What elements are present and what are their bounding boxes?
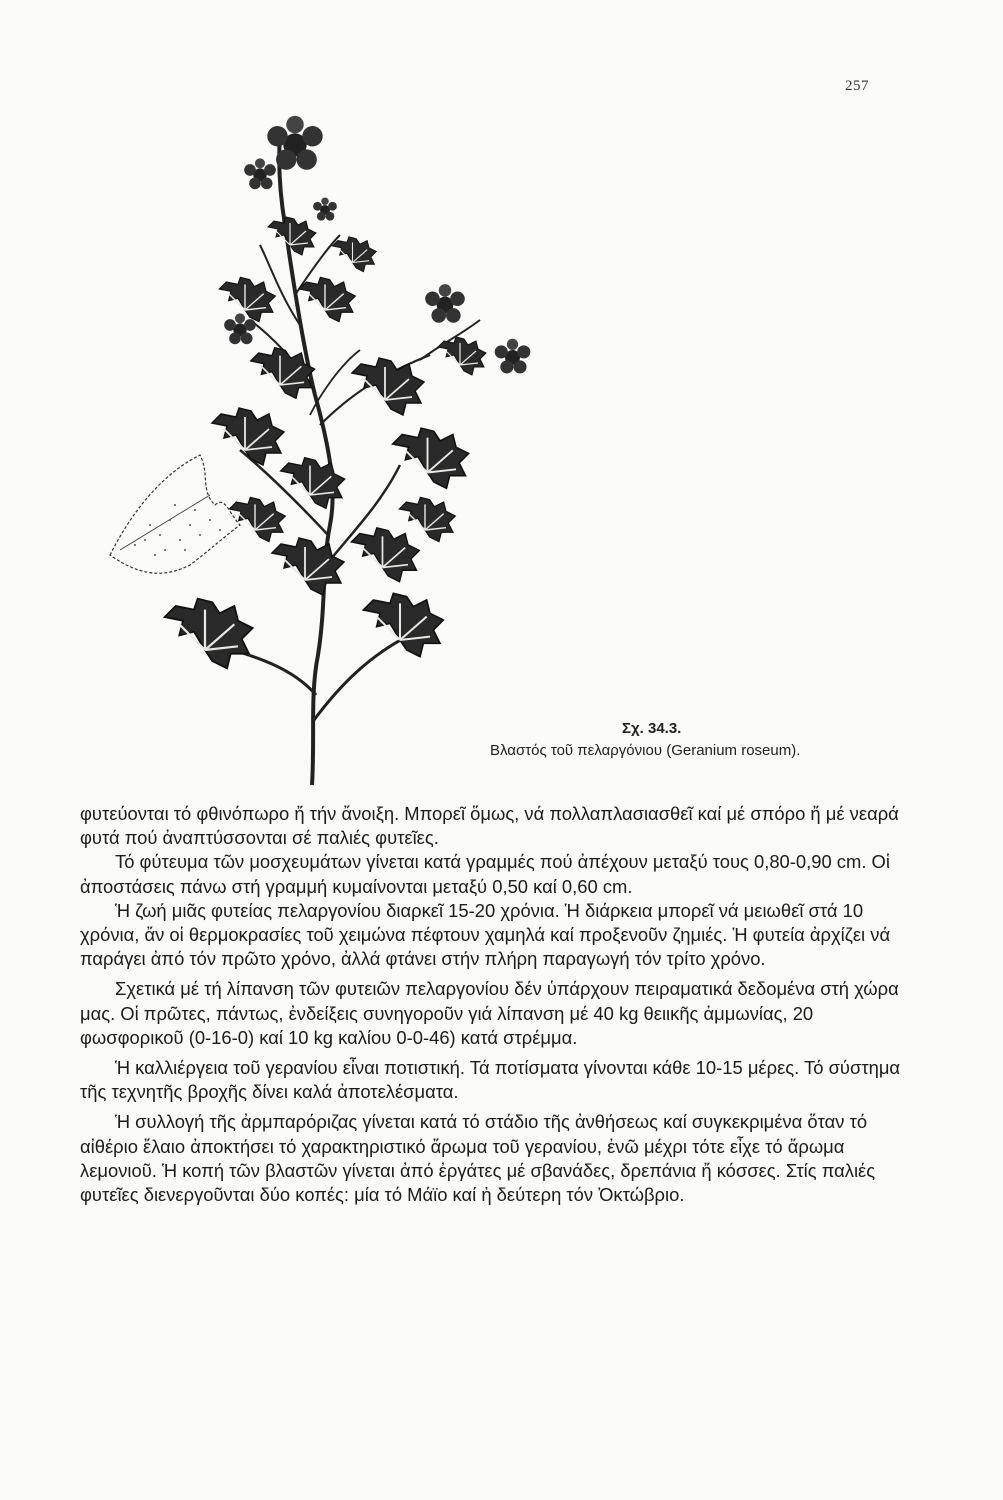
paragraph: Σχετικά μέ τή λίπανση τῶν φυτειῶν πελαργονίου δέν ὑπάρχουν πειραματικά δεδομένα στή χώρα μας. Οἱ πρῶτες, πάντως, ἐνδείξεις συνηγοροῦν γιά λίπανση μέ 40 kg θειικῆς ἀμμωνίας, 20 φωσφορικοῦ (0-16-0) καί 10 kg καλίου 0-0-46) κατά στρέμμα.: [80, 978, 899, 1048]
paragraph: Τό φύτευμα τῶν μοσχευμάτων γίνεται κατά γραμμές πού ἀπέχουν μεταξύ τους 0,80-0,90 cm. Οἱ ἀποστάσεις πάνω στή γραμμή κυμαίνονται μεταξύ 0,50 καί 0,60 cm.: [80, 851, 890, 897]
page-number: 257: [845, 78, 869, 94]
body-text: [80, 802, 912, 1207]
geranium-illustration: [90, 95, 570, 795]
figure-caption: [490, 718, 930, 762]
figure-caption-text: Βλαστός τοῦ πελαργόνιου (Geranium roseum).: [490, 742, 801, 759]
paragraph: Ἡ καλλιέργεια τοῦ γερανίου εἶναι ποτιστική. Τά ποτίσματα γίνονται κάθε 10-15 μέρες. Τό σύστημα τῆς τεχνητῆς βροχῆς δίνει καλά ἀποτελέσματα.: [80, 1057, 901, 1103]
paragraph: Ἡ συλλογή τῆς ἀρμπαρόριζας γίνεται κατά τό στάδιο τῆς ἀνθήσεως καί συγκεκριμένα ὅταν τό αἰθέριο ἔλαιο ἀποκτήσει τό χαρακτηριστικό ἄρωμα τοῦ γερανίου, ἐνῶ μέχρι τότε εἶχε τό ἄρωμα λεμονιοῦ. Ἡ κοπή τῶν βλαστῶν γίνεται ἀπό ἐργάτες μέ σβανάδες, δρεπάνια ἤ κόσσες. Στίς παλιές φυτεῖες διενεργοῦνται δύο κοπές: μία τό Μάϊο καί ἡ δεύτερη τόν Ὀκτώβριο.: [80, 1111, 876, 1206]
figure-label: Σχ. 34.3.: [622, 720, 682, 737]
leaf-detail-inset: [110, 455, 240, 573]
geranium-drawing: [90, 95, 570, 795]
paragraph: Ἡ ζωή μιᾶς φυτείας πελαργονίου διαρκεῖ 15-20 χρόνια. Ἡ διάρκεια μπορεῖ νά μειωθεῖ στά 10 χρόνια, ἄν οἱ θερμοκρασίες τοῦ χειμώνα πέφτουν χαμηλά καί προξενοῦν ζημιές. Ἡ φυτεία ἀρχίζει νά παράγει ἀπό τόν πρῶτο χρόνο, ἀλλά φτάνει στήν πλήρη παραγωγή τόν τρίτο χρόνο.: [80, 899, 891, 970]
paragraph: φυτεύονται τό φθινόπωρο ἤ τήν ἄνοιξη. Μπορεῖ ὅμως, νά πολλαπλασιασθεῖ καί μέ σπόρο ἤ μέ νεαρά φυτά πού ἀναπτύσσονται σέ παλιές φυτεῖες.: [80, 803, 899, 849]
